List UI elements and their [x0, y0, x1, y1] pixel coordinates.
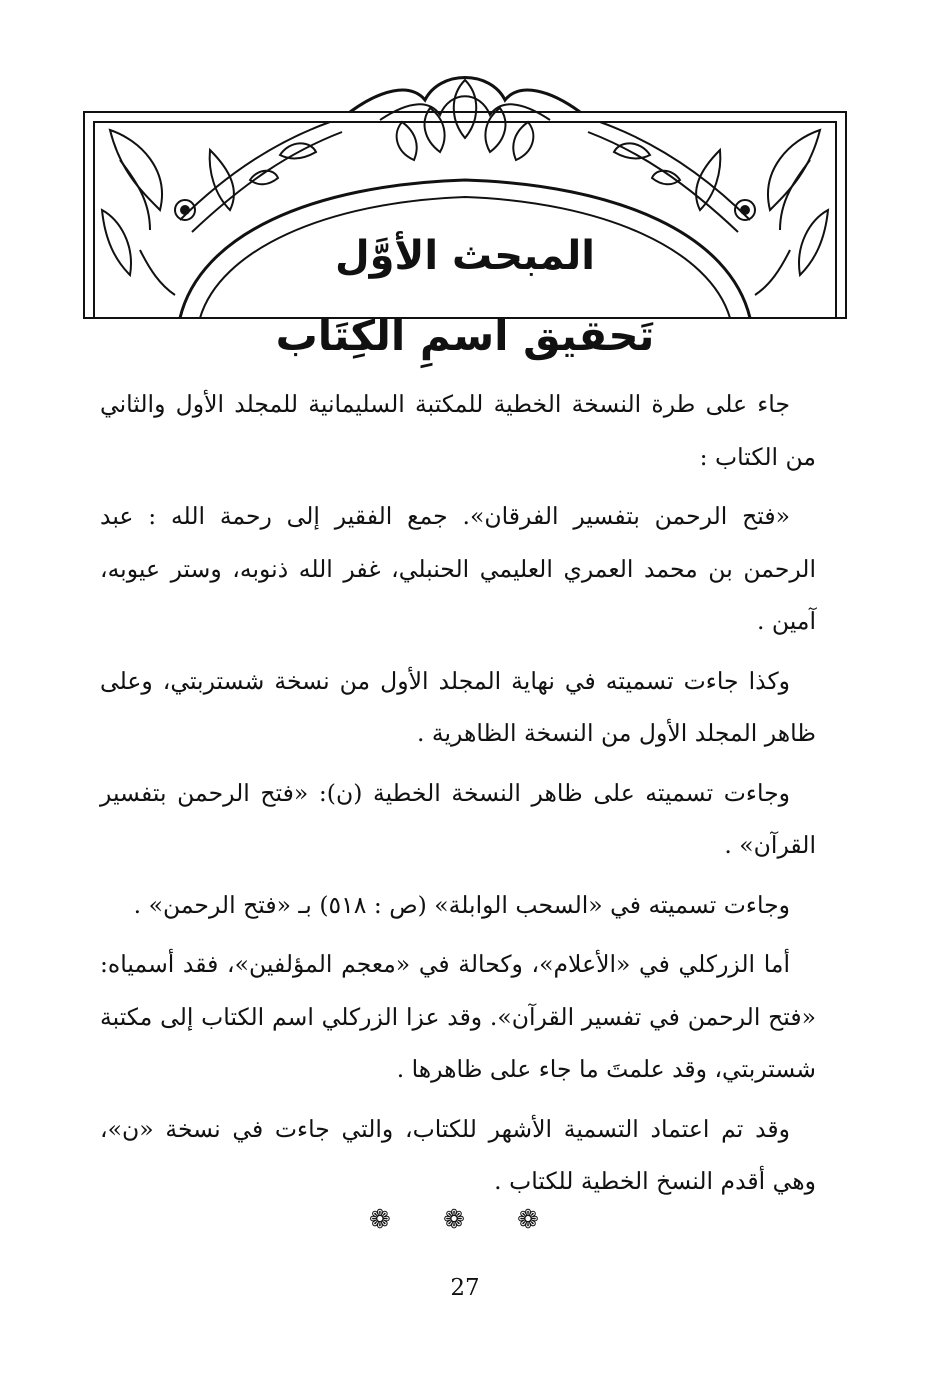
paragraph: وجاءت تسميته في «السحب الوابلة» (ص : ٥١٨) بـ «فتح الرحمن» .	[133, 890, 790, 919]
paragraph: «فتح الرحمن بتفسير الفرقان». جمع الفقير إلى رحمة الله : عبد الرحمن بن محمد العمري العليمي الحنبلي، غفر الله ذنوبه، وستر عيوبه، آمين .	[100, 502, 816, 635]
subtitle: تَحقيق اسمِ الكِتَاب	[275, 311, 655, 360]
page-number: 27	[450, 1275, 480, 1301]
section-title: المبحث الأوَّل	[334, 233, 596, 279]
paragraph: جاء على طرة النسخة الخطية للمكتبة السليمانية للمجلد الأول والثاني من الكتاب :	[100, 390, 816, 471]
paragraph: وكذا جاءت تسميته في نهاية المجلد الأول من نسخة شستربتي، وعلى ظاهر المجلد الأول من النسخة الظاهرية .	[100, 666, 816, 747]
paragraph: وقد تم اعتماد التسمية الأشهر للكتاب، والتي جاءت في نسخة «ن»، وهي أقدم النسخ الخطية للكتاب .	[100, 1114, 816, 1195]
section-separator: ❁ ❁ ❁	[369, 1205, 561, 1235]
paragraph: أما الزركلي في «الأعلام»، وكحالة في «معجم المؤلفين»، فقد أسمياه: «فتح الرحمن في تفسير القرآن». وقد عزا الزركلي اسم الكتاب إلى مكتبة شستربتي، وقد علمتَ ما جاء على ظاهرها .	[100, 950, 816, 1083]
paragraph: وجاءت تسميته على ظاهر النسخة الخطية (ن): «فتح الرحمن بتفسير القرآن» .	[100, 778, 816, 859]
body-text	[100, 378, 816, 1215]
